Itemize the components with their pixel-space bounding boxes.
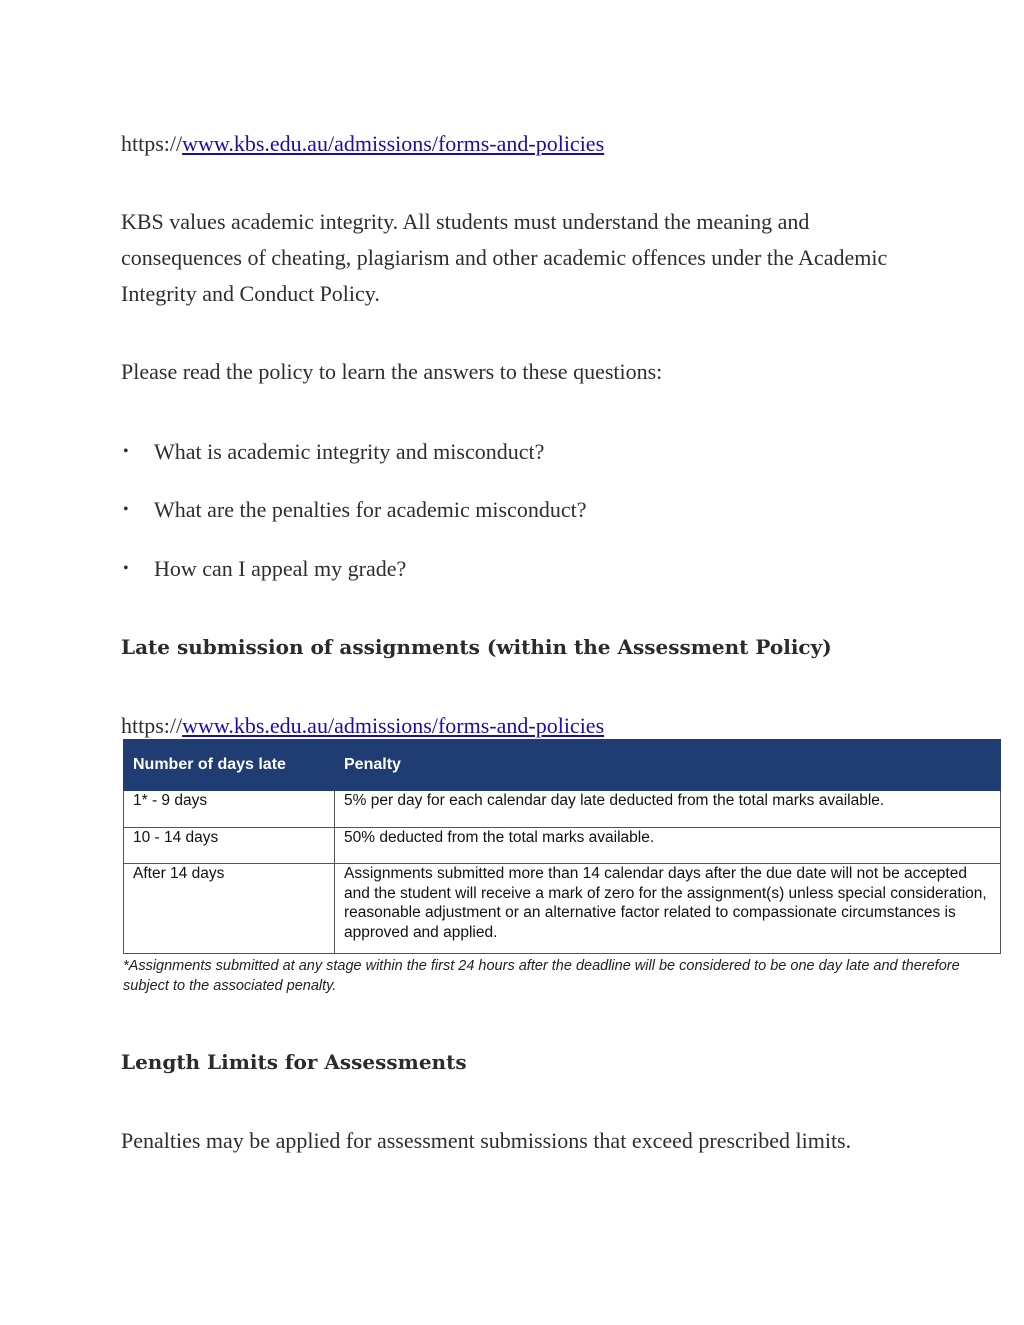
penalty-cell: 50% deducted from the total marks available.: [335, 828, 1001, 864]
policies-link-2[interactable]: www.kbs.edu.au/admissions/forms-and-policies: [182, 713, 605, 738]
url-prefix: https://: [121, 713, 183, 738]
read-prompt: Please read the policy to learn the answers to these questions:: [121, 359, 663, 384]
days-cell: 10 - 14 days: [124, 828, 335, 864]
days-cell: After 14 days: [124, 864, 335, 954]
table-footnote: *Assignments submitted at any stage within the first 24 hours after the deadline will be considered to be one day late and therefore subject to the associated penalty.: [123, 958, 960, 994]
column-header-days: Number of days late: [124, 740, 335, 791]
table-row: [124, 864, 1001, 954]
bullet-icon: •: [123, 501, 129, 518]
length-paragraph: Penalties may be applied for assessment submissions that exceed prescribed limits.: [121, 1128, 852, 1153]
penalty-cell: Assignments submitted more than 14 calendar days after the due date will not be accepted and the student will receive a mark of zero for the assignment(s) unless special consideration, reasonable adjustment or an alternative factor related to compassionate circumstances is approved and applied.: [335, 864, 1001, 954]
bullet-icon: •: [123, 443, 129, 460]
bullet-icon: •: [123, 560, 129, 577]
table-header-row: [124, 740, 1001, 791]
late-submission-heading: Late submission of assignments (within the Assessment Policy): [121, 635, 832, 659]
penalty-cell: 5% per day for each calendar day late deducted from the total marks available.: [335, 791, 1001, 828]
length-limits-heading: Length Limits for Assessments: [121, 1050, 467, 1074]
late-penalty-table: [123, 739, 1001, 954]
table-row: [124, 791, 1001, 828]
url-prefix: https://: [121, 131, 183, 156]
column-header-penalty: Penalty: [335, 740, 1001, 791]
policies-link-1[interactable]: www.kbs.edu.au/admissions/forms-and-policies: [182, 131, 605, 156]
table-row: [124, 828, 1001, 864]
policy-url-line-1: [121, 126, 911, 162]
intro-paragraph: KBS values academic integrity. All students must understand the meaning and consequences of cheating, plagiarism and other academic offences under the Academic Integrity and Conduct Policy.: [121, 209, 888, 306]
days-cell: 1* - 9 days: [124, 791, 335, 828]
